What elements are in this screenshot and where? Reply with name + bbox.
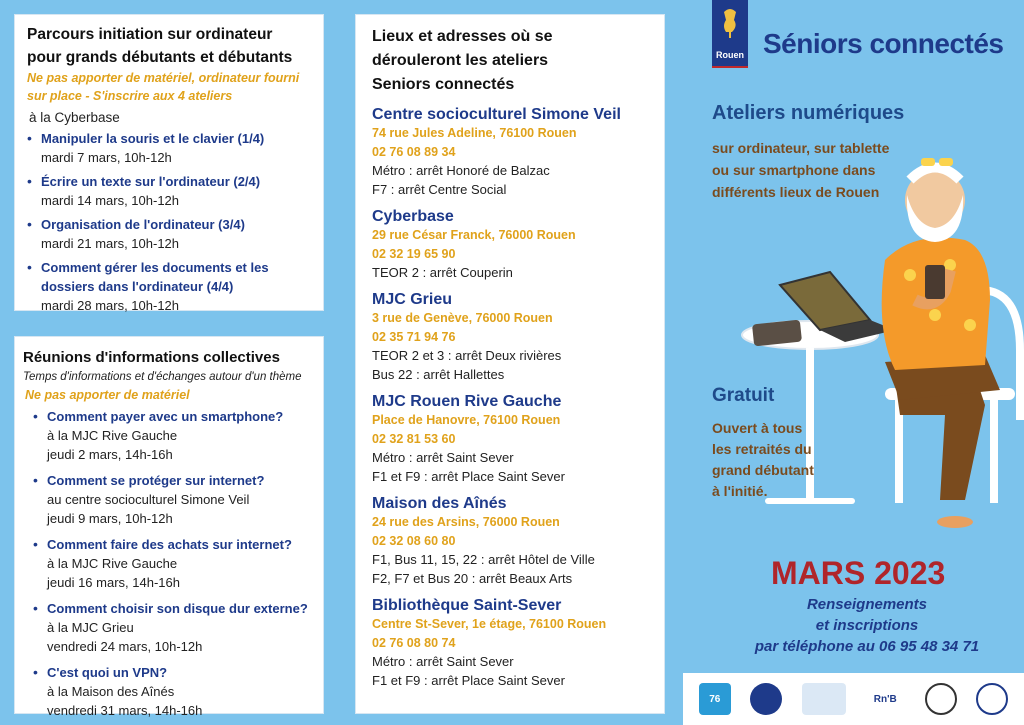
places-list xyxy=(372,105,648,690)
transport-line: Bus 22 : arrêt Hallettes xyxy=(372,367,505,382)
reunion-item-title: • Comment choisir son disque dur externe? xyxy=(47,601,308,616)
initiation-item xyxy=(27,258,311,315)
lieux-panel xyxy=(355,14,665,714)
month-title: MARS 2023 xyxy=(771,555,946,591)
place-item xyxy=(372,207,648,282)
info-line-1: Renseignements xyxy=(806,596,928,613)
place-item xyxy=(372,494,648,588)
open-to-text: Ouvert à tous les retraités du grand débutant à l'initié. xyxy=(712,420,814,499)
place-name: Cyberbase xyxy=(372,208,454,225)
partner-logo-2 xyxy=(750,683,782,715)
initiation-item-title: • Écrire un texte sur l'ordinateur (2/4) xyxy=(41,174,261,189)
transport-line: TEOR 2 et 3 : arrêt Deux rivières xyxy=(372,348,562,363)
place-item xyxy=(372,596,648,690)
reunions-title: Réunions d'informations collectives xyxy=(23,349,280,366)
place-address: 24 rue des Arsins, 76000 Rouen xyxy=(372,515,560,529)
initiation-location: à la Cyberbase xyxy=(29,110,120,125)
logo-text: Rouen xyxy=(716,50,744,60)
transport-line: TEOR 2 : arrêt Couperin xyxy=(372,265,513,280)
seine-maritime-logo: 76 xyxy=(699,683,731,715)
reunion-item-place: à la MJC Rive Gauche xyxy=(47,428,178,443)
initiation-item-title: • Comment gérer les documents et les dossiers dans l'ordinateur (4/4) xyxy=(41,260,269,294)
partner-logos xyxy=(683,673,1024,725)
place-phone: 02 35 71 94 76 xyxy=(372,330,456,344)
initiation-item xyxy=(27,215,311,253)
main-title: Séniors connectés xyxy=(763,28,1004,59)
place-item xyxy=(372,105,648,199)
info-line-2: et inscriptions xyxy=(815,617,919,634)
initiation-item-date: mardi 28 mars, 10h-12h xyxy=(41,298,180,313)
reunion-item-place: à la MJC Grieu xyxy=(47,620,134,635)
place-phone: 02 32 81 53 60 xyxy=(372,432,456,446)
initiation-item-date: mardi 14 mars, 10h-12h xyxy=(41,193,180,208)
place-item xyxy=(372,392,648,486)
reunion-item-title: • Comment se protéger sur internet? xyxy=(47,473,265,488)
place-name: MJC Grieu xyxy=(372,291,453,308)
reunion-item-place: au centre socioculturel Simone Veil xyxy=(47,492,250,507)
initiation-item-date: mardi 21 mars, 10h-12h xyxy=(41,236,180,251)
transport-line: F1, Bus 11, 15, 22 : arrêt Hôtel de Ville xyxy=(372,552,595,567)
initiation-note: Ne pas apporter de matériel, ordinateur fourni sur place - S'inscrire aux 4 ateliers xyxy=(27,71,300,103)
place-phone: 02 32 08 60 80 xyxy=(372,534,456,548)
info-block xyxy=(722,594,1012,657)
lamb-emblem-icon xyxy=(720,6,740,40)
initiation-item-date: mardi 7 mars, 10h-12h xyxy=(41,150,172,165)
place-item xyxy=(372,290,648,384)
description: sur ordinateur, sur tablette ou sur smartphone dans différents lieux de Rouen xyxy=(712,140,890,200)
place-name: Centre socioculturel Simone Veil xyxy=(372,106,621,123)
initiation-item xyxy=(27,129,311,167)
place-address: 74 rue Jules Adeline, 76100 Rouen xyxy=(372,126,577,140)
rouen-logo xyxy=(712,0,748,68)
rnb-logo: Rn'B xyxy=(873,693,897,705)
transport-line: F7 : arrêt Centre Social xyxy=(372,182,507,197)
transport-line: Métro : arrêt Saint Sever xyxy=(372,654,514,669)
info-phone: par téléphone au 06 95 48 34 71 xyxy=(754,638,980,655)
place-address: Place de Hanovre, 76100 Rouen xyxy=(372,413,561,427)
reunions-list xyxy=(33,407,315,720)
initiation-panel xyxy=(14,14,324,311)
reunion-item xyxy=(33,471,315,528)
transport-line: Métro : arrêt Honoré de Balzac xyxy=(372,163,550,178)
place-name: Maison des Aînés xyxy=(372,495,507,512)
partner-logo-6 xyxy=(976,683,1008,715)
reunion-item-date: jeudi 9 mars, 10h-12h xyxy=(47,511,173,526)
transport-line: F1 et F9 : arrêt Place Saint Sever xyxy=(372,469,565,484)
reunion-item-place: à la Maison des Aînés xyxy=(47,684,175,699)
reunion-item-date: jeudi 2 mars, 14h-16h xyxy=(47,447,173,462)
transport-line: Métro : arrêt Saint Sever xyxy=(372,450,514,465)
reunion-item-place: à la MJC Rive Gauche xyxy=(47,556,178,571)
reunion-item xyxy=(33,407,315,464)
club-des-aines-logo xyxy=(802,683,846,715)
initiation-list xyxy=(27,129,311,315)
initiation-item xyxy=(27,172,311,210)
reunions-note: Ne pas apporter de matériel xyxy=(25,388,190,402)
transport-line: F2, F7 et Bus 20 : arrêt Beaux Arts xyxy=(372,571,573,586)
place-name: MJC Rouen Rive Gauche xyxy=(372,393,562,410)
place-phone: 02 32 19 65 90 xyxy=(372,247,456,261)
reunion-item xyxy=(33,599,315,656)
reunion-item-date: vendredi 31 mars, 14h-16h xyxy=(47,703,203,718)
free-label: Gratuit xyxy=(712,385,775,406)
place-address: Centre St-Sever, 1e étage, 76100 Rouen xyxy=(372,617,607,631)
reunion-item-date: jeudi 16 mars, 14h-16h xyxy=(47,575,180,590)
place-address: 3 rue de Genève, 76000 Rouen xyxy=(372,311,553,325)
reunion-item-date: vendredi 24 mars, 10h-12h xyxy=(47,639,203,654)
reunion-item-title: • Comment faire des achats sur internet? xyxy=(47,537,292,552)
place-phone: 02 76 08 89 34 xyxy=(372,145,456,159)
reunion-item-title: • Comment payer avec un smartphone? xyxy=(47,409,284,424)
reunion-item-title: • C'est quoi un VPN? xyxy=(47,665,168,680)
initiation-item-title: • Manipuler la souris et le clavier (1/4) xyxy=(41,131,265,146)
initiation-item-title: • Organisation de l'ordinateur (3/4) xyxy=(41,217,245,232)
place-phone: 02 76 08 80 74 xyxy=(372,636,456,650)
lieux-title: Lieux et adresses où se dérouleront les ateliers Seniors connectés xyxy=(372,28,553,93)
place-name: Bibliothèque Saint-Sever xyxy=(372,597,562,614)
mjc-logo xyxy=(925,683,957,715)
initiation-title: Parcours initiation sur ordinateur pour grands débutants et débutants xyxy=(27,26,293,66)
subtitle: Ateliers numériques xyxy=(712,102,905,124)
reunions-panel xyxy=(14,336,324,718)
transport-line: F1 et F9 : arrêt Place Saint Sever xyxy=(372,673,565,688)
reunion-item xyxy=(33,535,315,592)
reunions-subtitle: Temps d'informations et d'échanges autour d'un thème xyxy=(23,371,302,383)
place-address: 29 rue César Franck, 76000 Rouen xyxy=(372,228,576,242)
reunion-item xyxy=(33,663,315,720)
